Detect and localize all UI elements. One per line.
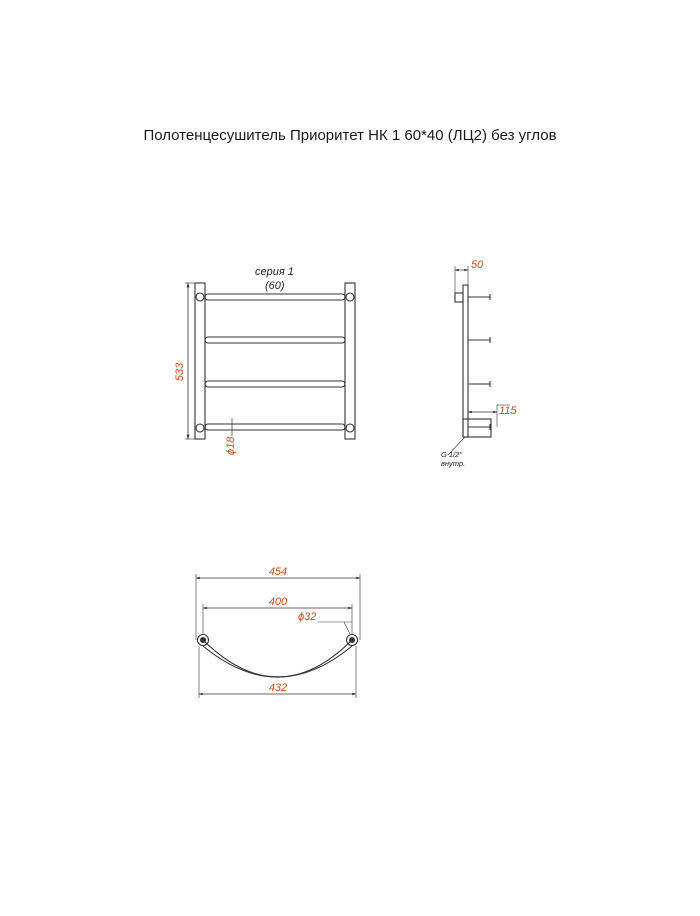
center-distance-dimension: 400 <box>268 596 288 608</box>
rung-4 <box>205 424 345 430</box>
post-diameter-dimension: ϕ32 <box>298 611 317 623</box>
right-mount-bottom <box>346 424 354 432</box>
left-mount <box>196 293 204 301</box>
curved-rung-outer <box>203 640 352 677</box>
rung-1 <box>205 294 345 300</box>
depth-dimension: 115 <box>499 405 517 417</box>
front-view <box>185 283 355 439</box>
right-post <box>345 283 355 439</box>
right-mount <box>346 293 354 301</box>
bottom-width-dimension: 432 <box>268 682 288 694</box>
rung-2 <box>205 337 345 343</box>
thread-label: G 1/2" <box>441 450 463 459</box>
thread-sub-label: внутр. <box>441 459 466 468</box>
drawing-title: Полотенцесушитель Приоритет НК 1 60*40 (ЛЦ2) без углов <box>143 127 557 144</box>
top-view <box>196 574 360 698</box>
height-dimension: 533 <box>174 362 186 382</box>
pipe-diameter-dimension: ϕ18 <box>225 436 237 455</box>
side-base <box>463 419 491 437</box>
overall-width-dimension: 454 <box>268 566 288 578</box>
side-view <box>448 266 510 455</box>
side-post <box>463 285 468 437</box>
left-post <box>195 283 205 439</box>
curved-rung-inner <box>203 646 352 677</box>
rung-3 <box>205 381 345 387</box>
series-label: серия 1 <box>255 266 294 278</box>
offset-dimension: 50 <box>471 259 484 271</box>
series-sub-label: (60) <box>265 280 285 292</box>
left-mount-bottom <box>196 424 204 432</box>
side-bracket <box>455 293 463 302</box>
